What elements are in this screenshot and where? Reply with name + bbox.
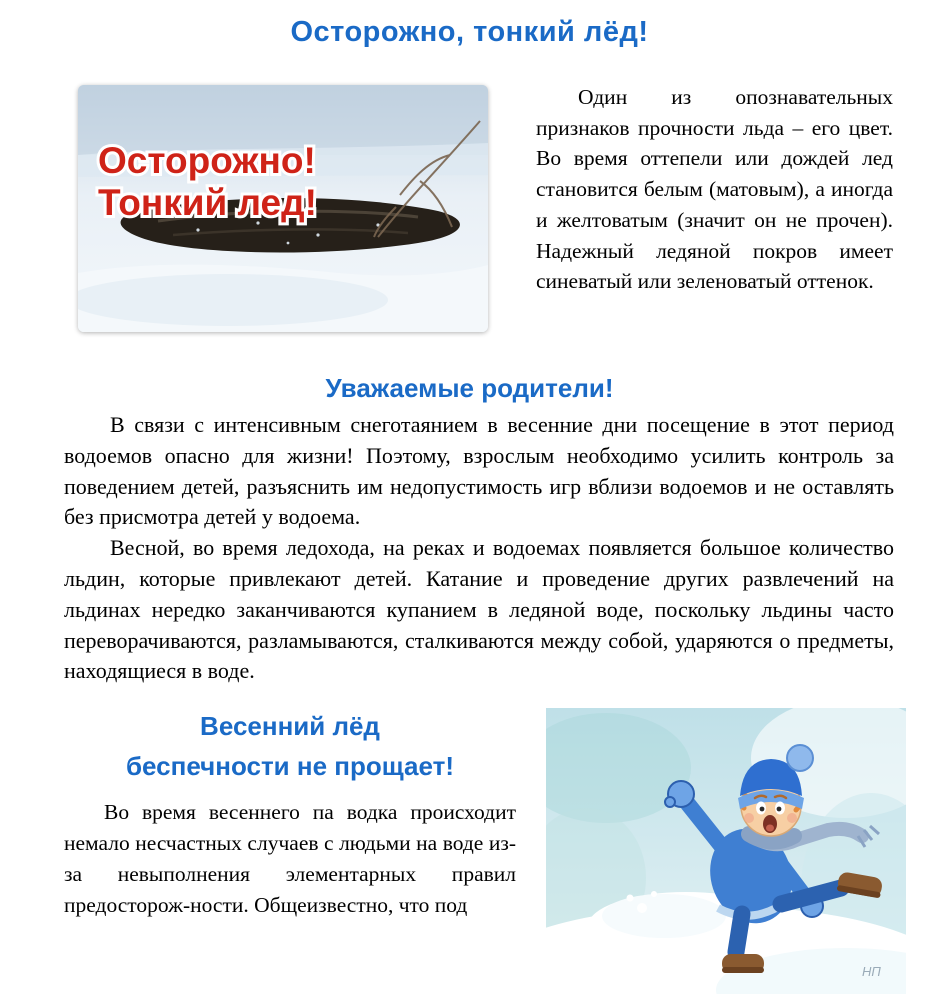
body-text xyxy=(64,410,894,687)
thin-ice-photo-graphic xyxy=(78,85,488,332)
spring-ice-heading-line2: беспечности не прощает! xyxy=(126,751,454,782)
parents-paragraph-2: Весной, во время ледохода, на реках и водоемах появляется большое количество льдин, которые привлекают детей. Катание и проведение других развлечений на льдинах нередко заканчиваются купанием в ледяной воде, поскольку льдины часто переворачиваются, разламываются, сталкиваются между собой, ударяются о предметы, находящиеся в воде. xyxy=(64,535,894,684)
parents-heading: Уважаемые родители! xyxy=(325,373,614,403)
spring-ice-heading xyxy=(64,706,516,787)
boy-slipping-illustration xyxy=(546,708,906,994)
photo-warning-line1: Осторожно! xyxy=(98,140,316,181)
pompom xyxy=(787,745,813,771)
page-title: Осторожно, тонкий лёд! xyxy=(290,16,649,48)
photo-warning-line2: Тонкий лед! xyxy=(98,182,317,223)
intro-paragraph: Один из опознавательных признаков прочности льда – его цвет. Во время оттепели или дождей лед становится белым (матовым), а иногда и желтоватым (значит он не прочен). Надежный ледяной покров имеет синеватый или зеленоватый оттенок. xyxy=(536,85,893,294)
artist-signature: НП xyxy=(862,964,881,979)
thin-ice-photo xyxy=(78,85,488,332)
parents-paragraph-1: В связи с интенсивным снеготаянием в весенние дни посещение в этот период водоемов опасно для жизни! Поэтому, взрослым необходимо усилить контроль за поведением детей, разъяснить им недопустимость игр вблизи водоемов и не оставлять без присмотра детей у водоема. xyxy=(64,412,894,530)
spring-ice-paragraph: Во время весеннего па водка происходит немало несчастных случаев с людьми на воде из-за невыполнения элементарных правил предосторож-ности. Общеизвестно, что под xyxy=(64,799,516,918)
spring-ice-heading-line1: Весенний лёд xyxy=(200,711,380,741)
spring-ice-section xyxy=(64,706,516,921)
boy-slipping-graphic xyxy=(546,708,906,994)
